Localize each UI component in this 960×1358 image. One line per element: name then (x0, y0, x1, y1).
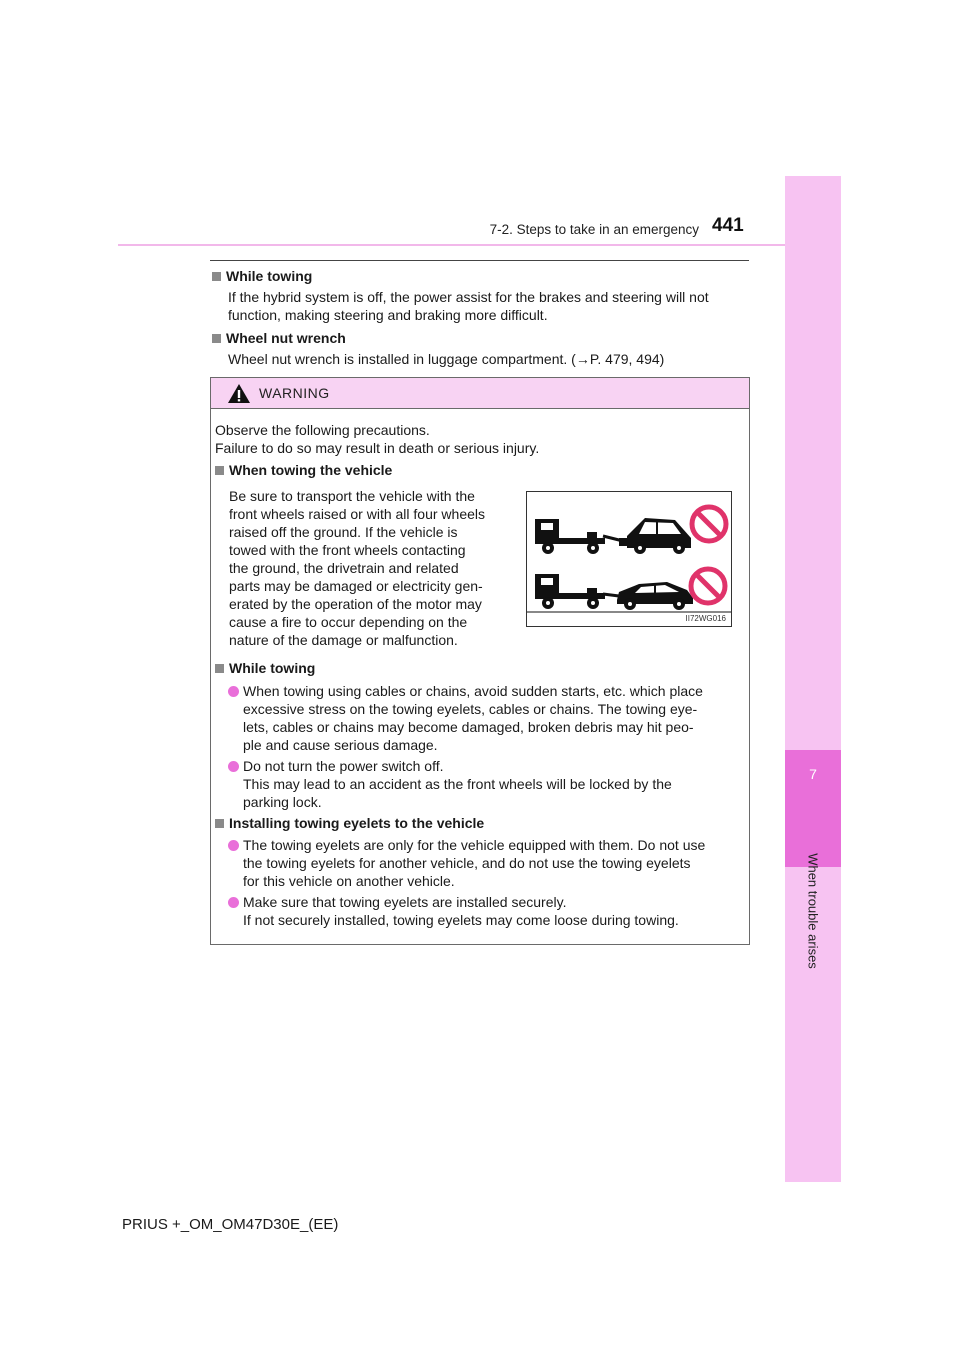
towing-paragraph-line: erated by the operation of the motor may (229, 596, 482, 612)
bullet-dot-icon (228, 761, 239, 772)
bullet-line: the towing eyelets for another vehicle, and do not use the towing eyelets (243, 855, 691, 871)
warning-section-heading: While towing (215, 659, 315, 678)
square-bullet-icon (212, 272, 221, 281)
towing-illustration (526, 491, 732, 627)
document-code: PRIUS +_OM_OM47D30E_(EE) (122, 1216, 339, 1233)
bullet-line: Make sure that towing eyelets are installed securely. (243, 894, 567, 910)
note-body-line: function, making steering and braking more difficult. (228, 307, 548, 323)
bullet-dot-icon (228, 840, 239, 851)
bullet-line: When towing using cables or chains, avoid sudden starts, etc. which place (243, 683, 703, 699)
bullet-line: for this vehicle on another vehicle. (243, 873, 455, 889)
bullet-line: ple and cause serious damage. (243, 737, 438, 753)
towing-paragraph-line: front wheels raised or with all four wheels (229, 506, 486, 522)
note-heading: Wheel nut wrench (212, 329, 346, 348)
note-body-line: If the hybrid system is off, the power assist for the brakes and steering will not (228, 289, 709, 305)
prohibition-icon (691, 569, 725, 603)
note-body-line: Wheel nut wrench is installed in luggage compartment. (→P. 479, 494) (228, 351, 665, 367)
towing-paragraph-line: Be sure to transport the vehicle with the (229, 488, 475, 504)
header-divider (118, 244, 785, 246)
prohibition-icon (692, 507, 726, 541)
towing-paragraph-line: raised off the ground. If the vehicle is (229, 524, 458, 540)
section-title: 7-2. Steps to take in an emergency (489, 222, 699, 237)
bullet-line: lets, cables or chains may become damaged, broken debris may hit peo- (243, 719, 694, 735)
square-bullet-icon (212, 334, 221, 343)
square-bullet-icon (215, 819, 224, 828)
bullet-line: This may lead to an accident as the front wheels will be locked by the (243, 776, 672, 792)
tow-truck-illustration (527, 492, 731, 626)
square-bullet-icon (215, 466, 224, 475)
chapter-number: 7 (809, 766, 817, 782)
towing-paragraph-line: towed with the front wheels contacting (229, 542, 466, 558)
warning-section-heading: When towing the vehicle (215, 461, 392, 480)
square-bullet-icon (215, 664, 224, 673)
towing-paragraph-line: cause a fire to occur depending on the (229, 614, 468, 630)
towing-paragraph-line: parts may be damaged or electricity gen- (229, 578, 483, 594)
towing-paragraph-line: nature of the damage or malfunction. (229, 632, 458, 648)
chapter-title: When trouble arises (805, 853, 821, 969)
bullet-line: The towing eyelets are only for the vehicle equipped with them. Do not use (243, 837, 706, 853)
tow-truck-icon (535, 519, 627, 554)
bullet-line: excessive stress on the towing eyelets, cables or chains. The towing eye- (243, 701, 698, 717)
tow-truck-icon (535, 574, 619, 609)
illustration-code: II72WG016 (685, 614, 726, 623)
bullet-dot-icon (228, 686, 239, 697)
page-number: 441 (712, 215, 744, 236)
warning-title: WARNING (259, 385, 330, 401)
content-top-rule (210, 260, 749, 261)
warning-intro-line: Failure to do so may result in death or serious injury. (215, 440, 540, 456)
bullet-dot-icon (228, 897, 239, 908)
bullet-line: If not securely installed, towing eyelets may come loose during towing. (243, 912, 679, 928)
warning-header (211, 378, 749, 409)
bullet-line: parking lock. (243, 794, 322, 810)
warning-triangle-icon (227, 383, 251, 404)
towing-paragraph-line: the ground, the drivetrain and related (229, 560, 459, 576)
warning-intro-line: Observe the following precautions. (215, 422, 430, 438)
chapter-side-tab (785, 176, 841, 1182)
towed-car-icon (627, 518, 691, 554)
note-heading: While towing (212, 267, 312, 286)
towed-car-icon (617, 582, 693, 610)
warning-section-heading: Installing towing eyelets to the vehicle (215, 814, 484, 833)
bullet-line: Do not turn the power switch off. (243, 758, 444, 774)
